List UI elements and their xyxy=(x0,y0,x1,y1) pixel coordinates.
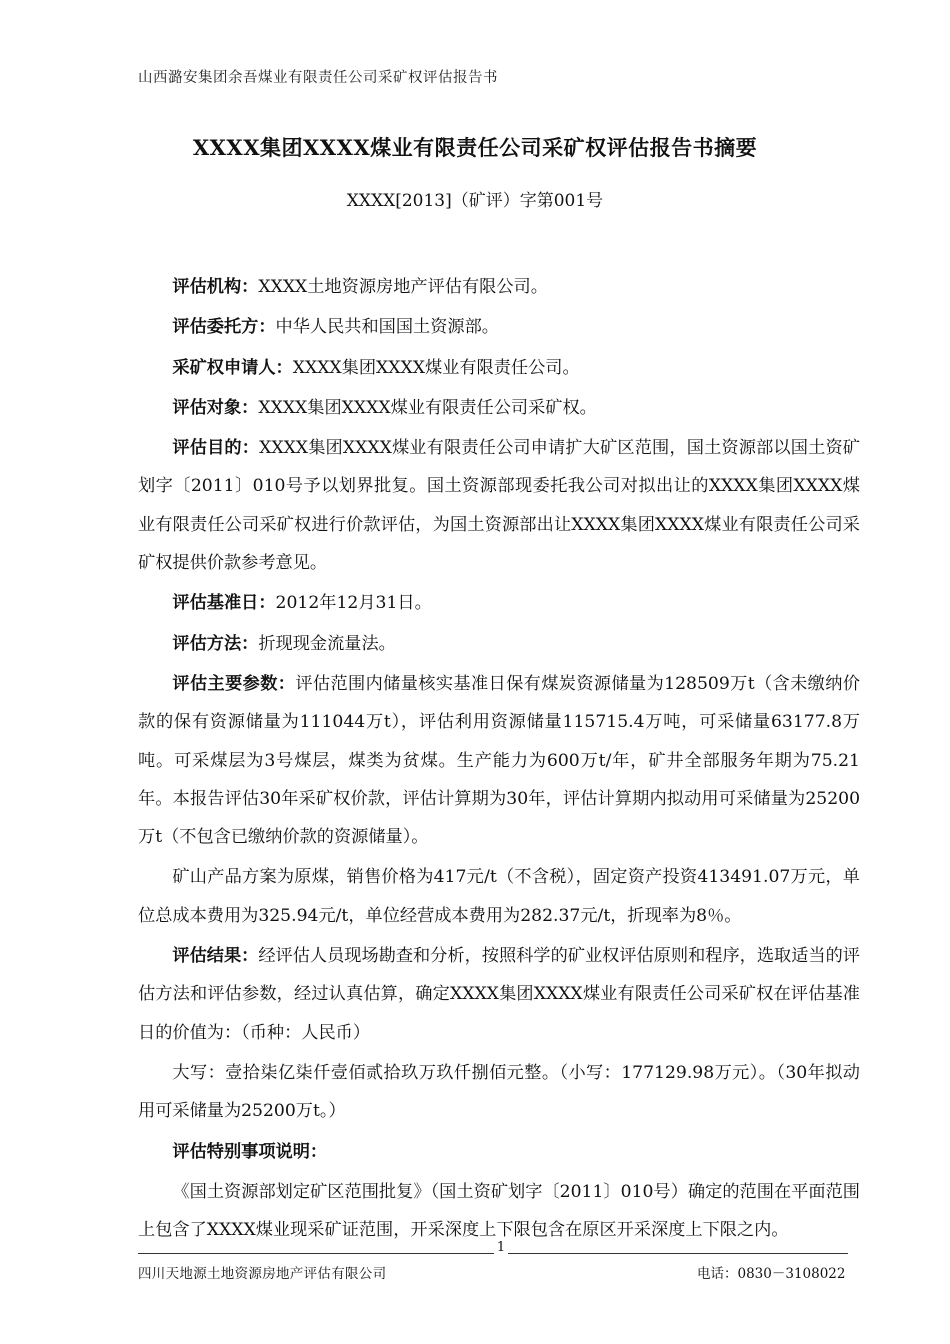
footer-phone: 电话：0830－3108022 xyxy=(697,1266,846,1282)
label-method: 评估方法： xyxy=(172,633,259,654)
document-title: XXXX集团XXXX煤业有限责任公司采矿权评估报告书摘要 xyxy=(192,135,758,160)
value-object: XXXX集团XXXX煤业有限责任公司采矿权。 xyxy=(258,397,597,418)
label-params: 评估主要参数： xyxy=(172,673,296,694)
para-client xyxy=(138,308,860,346)
footer-divider-left xyxy=(138,1253,494,1254)
para-purpose xyxy=(138,429,860,582)
value-params: 评估范围内储量核实基准日保有煤炭资源储量为128509万t（含未缴纳价款的保有资源储量为111044万t），评估利用资源储量115715.4万吨，可采储量63177.8万吨。可采煤层为3号煤层，煤类为贫煤。生产能力为600万t/年，矿井全部服务年期为75.21年。本报告评估30年采矿权价款，评估计算期为30年，评估计算期内拟动用可采储量为25200万t（不包含已缴纳价款的资源储量）。 xyxy=(138,673,860,848)
label-result: 评估结果： xyxy=(172,946,259,967)
para-result xyxy=(138,937,860,1052)
label-base-date: 评估基准日： xyxy=(172,593,276,614)
value-base-date: 2012年12月31日。 xyxy=(275,593,432,614)
value-client: 中华人民共和国国土资源部。 xyxy=(275,317,499,338)
value-purpose: XXXX集团XXXX煤业有限责任公司申请扩大矿区范围，国土资源部以国土资矿划字〔2011〕010号予以划界批复。国土资源部现委托我公司对拟出让的XXXX集团XXXX煤业有限责任公司采矿权进行价款评估，为国土资源部出让XXXX集团XXXX煤业有限责任公司采矿权提供价款参考意见。 xyxy=(138,438,860,574)
label-client: 评估委托方： xyxy=(172,317,276,338)
para-special-text: 《国土资源部划定矿区范围批复》（国土资矿划字〔2011〕010号）确定的范围在平面范围上包含了XXXX煤业现采矿证范围，开采深度上下限包含在原区开采深度上下限之内。 xyxy=(138,1181,860,1241)
para-amount: 大写：壹拾柒亿柒仟壹佰贰拾玖万玖仟捌佰元整。（小写：177129.98万元）。（30年拟动用可采储量为25200万t。） xyxy=(138,1062,860,1122)
para-object xyxy=(138,389,860,427)
para-params-2: 矿山产品方案为原煤，销售价格为417元/t（不含税），固定资产投资413491.07万元，单位总成本费用为325.94元/t，单位经营成本费用为282.37元/t，折现率为8％。 xyxy=(138,867,860,926)
summary-body xyxy=(138,268,860,1251)
para-special-heading xyxy=(138,1133,860,1171)
para-params xyxy=(138,665,860,856)
para-applicant xyxy=(138,349,860,387)
value-result: 经评估人员现场勘查和分析，按照科学的矿业权评估原则和程序，选取适当的评估方法和评估参数，经过认真估算，确定XXXX集团XXXX煤业有限责任公司采矿权在评估基准日的价值为：（币种：人民币） xyxy=(138,946,860,1043)
label-org: 评估机构： xyxy=(172,277,259,297)
para-org xyxy=(138,268,860,306)
footer-company: 四川天地源土地资源房地产评估有限公司 xyxy=(138,1266,387,1282)
label-special: 评估特别事项说明： xyxy=(172,1141,328,1162)
running-header: 山西潞安集团余吾煤业有限责任公司采矿权评估报告书 xyxy=(138,70,498,86)
label-applicant: 采矿权申请人： xyxy=(172,357,293,378)
value-org: XXXX土地资源房地产评估有限公司。 xyxy=(258,277,548,297)
label-object: 评估对象： xyxy=(172,397,259,418)
para-base-date xyxy=(138,584,860,622)
para-method xyxy=(138,625,860,663)
document-number: XXXX[2013]（矿评）字第001号 xyxy=(346,191,604,211)
label-purpose: 评估目的： xyxy=(172,438,260,459)
footer-divider-right xyxy=(508,1253,848,1254)
value-method: 折现现金流量法。 xyxy=(258,633,396,654)
value-applicant: XXXX集团XXXX煤业有限责任公司。 xyxy=(292,357,580,378)
page-number: 1 xyxy=(496,1240,506,1255)
